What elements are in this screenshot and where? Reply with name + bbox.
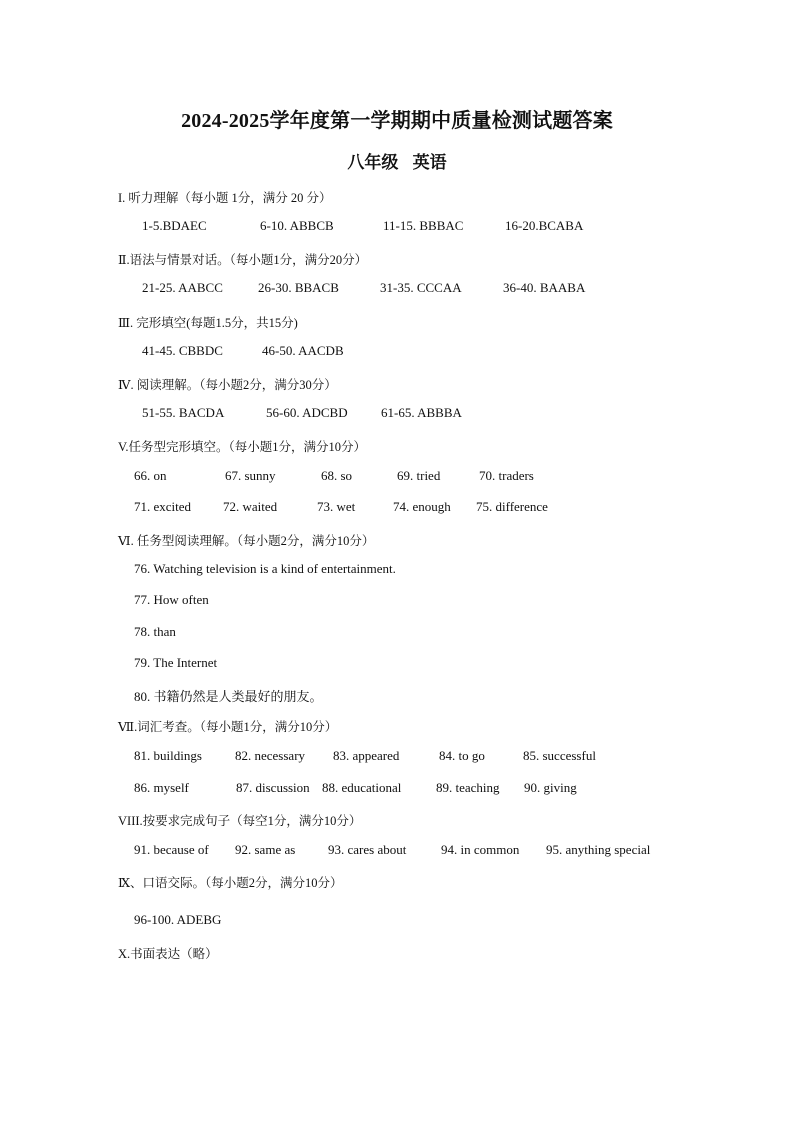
- answer-item: 91. because of: [134, 842, 209, 857]
- answer-item: 85. successful: [523, 748, 596, 763]
- answer-item: 84. to go: [439, 748, 485, 763]
- answer-item: 68. so: [321, 468, 353, 483]
- answer-item: 82. necessary: [235, 748, 306, 763]
- section-heading: I. 听力理解（每小题 1分，满分 20 分）: [118, 191, 332, 205]
- answer-item: 16-20.BCABA: [505, 218, 584, 233]
- answer-item: 88. educational: [322, 780, 402, 795]
- answer-item: 93. cares about: [328, 842, 407, 857]
- answer-item: 66. on: [134, 468, 167, 483]
- page-title: 2024-2025学年度第一学期期中质量检测试题答案: [181, 110, 613, 132]
- answer-item: 61-65. ABBBA: [381, 405, 462, 420]
- answer-item: 21-25. AABCC: [142, 280, 223, 295]
- answer-item: 31-35. CCCAA: [380, 280, 462, 295]
- answer-item: 69. tried: [397, 468, 441, 483]
- answer-item: 41-45. CBBDC: [142, 343, 223, 358]
- answer-item: 36-40. BAABA: [503, 280, 586, 295]
- section-heading: VIII.按要求完成句子（每空1分，满分10分）: [118, 814, 362, 828]
- answer-item: 11-15. BBBAC: [383, 218, 464, 233]
- answer-item: 74. enough: [393, 499, 451, 514]
- section-heading: Ⅶ.词汇考查。（每小题1分，满分10分）: [118, 720, 338, 734]
- page-subtitle: 八年级 英语: [347, 153, 447, 172]
- answer-item: 1-5.BDAEC: [142, 218, 207, 233]
- answer-item: 89. teaching: [436, 780, 500, 795]
- answer-item: 67. sunny: [225, 468, 276, 483]
- answer-item: 81. buildings: [134, 748, 202, 763]
- answer-item: 86. myself: [134, 780, 189, 795]
- answer-item: 96-100. ADEBG: [134, 912, 222, 927]
- section-heading: Ⅳ. 阅读理解。（每小题2分，满分30分）: [118, 378, 337, 392]
- answer-item: 75. difference: [476, 499, 548, 514]
- answer-item: 73. wet: [317, 499, 356, 514]
- answer-item: 76. Watching television is a kind of entertainment.: [134, 561, 396, 576]
- section-heading: Ⅸ、口语交际。（每小题2分，满分10分）: [118, 876, 343, 890]
- answer-item: 46-50. AACDB: [262, 343, 344, 358]
- answer-item: 70. traders: [479, 468, 534, 483]
- answer-item: 83. appeared: [333, 748, 400, 763]
- answer-item: 92. same as: [235, 842, 296, 857]
- answer-item: 51-55. BACDA: [142, 405, 225, 420]
- answer-item: 56-60. ADCBD: [266, 405, 348, 420]
- section-heading: Ⅵ. 任务型阅读理解。（每小题2分，满分10分）: [118, 534, 375, 548]
- section-heading: Ⅲ. 完形填空(每题1.5分，共15分): [118, 316, 298, 330]
- answer-item: 71. excited: [134, 499, 192, 514]
- section-heading: V.任务型完形填空。（每小题1分，满分10分）: [118, 440, 367, 454]
- answer-item: 26-30. BBACB: [258, 280, 339, 295]
- answer-item: 72. waited: [223, 499, 278, 514]
- answer-item: 95. anything special: [546, 842, 651, 857]
- section-heading: X.书面表达（略）: [118, 947, 218, 961]
- answer-item: 94. in common: [441, 842, 520, 857]
- answer-item: 79. The Internet: [134, 655, 218, 670]
- section-heading: Ⅱ.语法与情景对话。（每小题1分，满分20分）: [118, 253, 368, 267]
- answer-item: 78. than: [134, 624, 176, 639]
- answer-item: 77. How often: [134, 592, 209, 607]
- answer-item: 80. 书籍仍然是人类最好的朋友。: [134, 689, 323, 704]
- answer-item: 87. discussion: [236, 780, 310, 795]
- answer-item: 90. giving: [524, 780, 577, 795]
- answer-item: 6-10. ABBCB: [260, 218, 334, 233]
